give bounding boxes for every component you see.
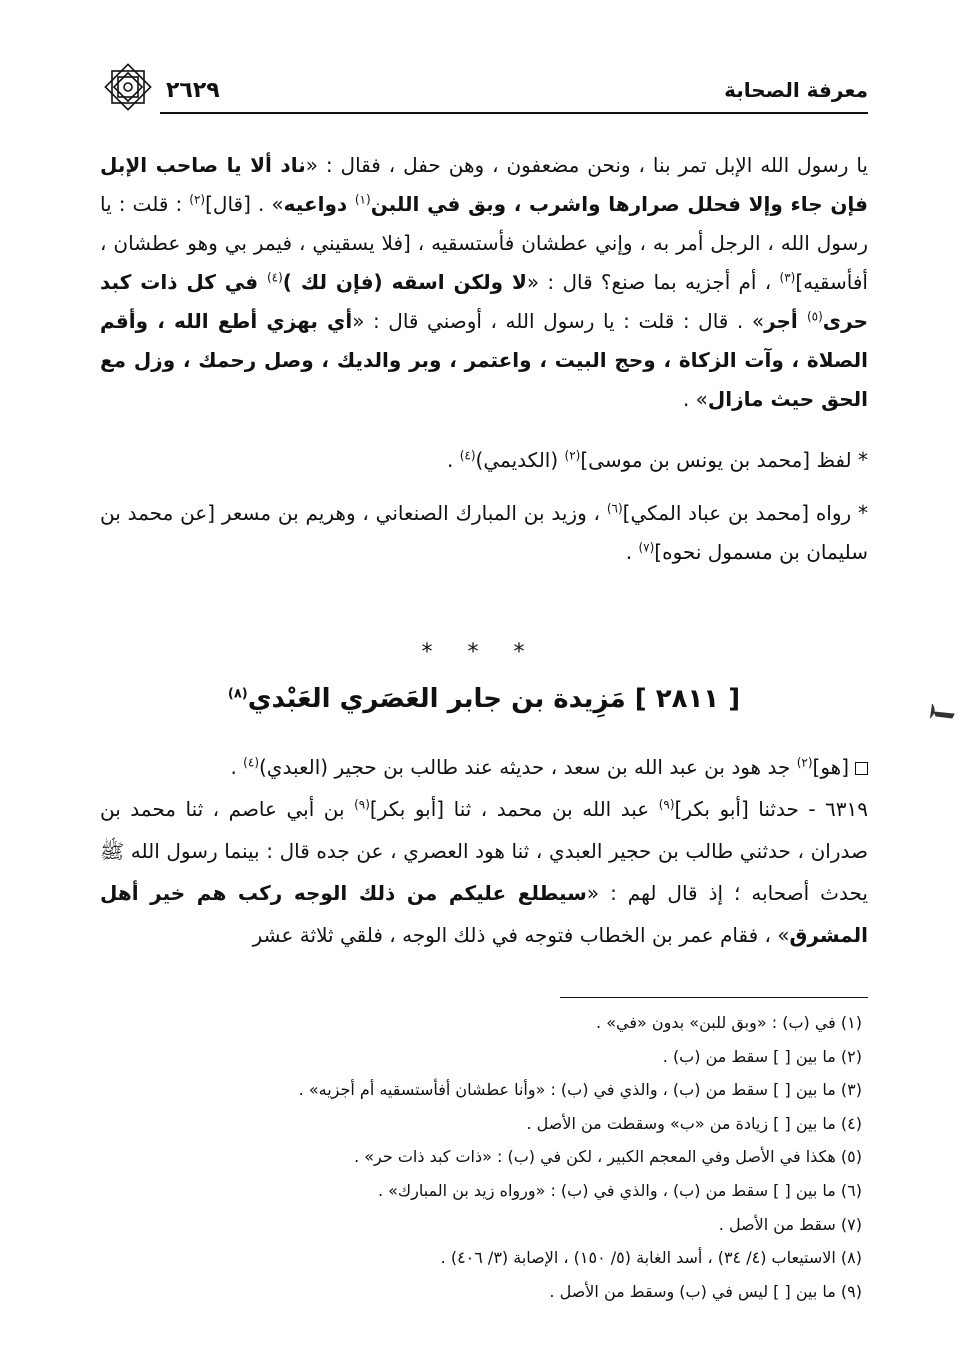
section-separator: * * * [421, 640, 539, 665]
footnote-item: (٧) سقط من الأصل . [718, 1214, 862, 1234]
footnote-item: (٢) ما بين [ ] سقط من (ب) . [662, 1046, 862, 1066]
footnote-item: (٥) هكذا في الأصل وفي المعجم الكبير ، لكن في (ب) : «ذات كبد ذات حر» . [354, 1147, 862, 1167]
margin-scribble-icon [928, 700, 956, 724]
running-header [100, 70, 868, 110]
hadith-continuation: يا رسول الله الإبل تمر بنا ، ونحن مضعفون ، وهن حفل ، فقال : «ناد ألا يا صاحب الإبل فإن جاء وإلا فحلل صرارها واشرب ، وبق في اللبن$^{(١)}$ دواعيه» . [قال]$^{(٢)}$ : قلت : يا رسول الله ، الرجل أمر به ، وإني عطشان فأستسقيه ، [فلا يسقيني ، فيمر بي وهو عطشان ، أفأسقيه]$^{(٣)}$ ، أم أجزيه بما صنع؟ قال : «لا ولكن اسقه (فإن لك )$^{(٤)}$ في كل ذات كبد حرى$^{(٥)}$ أجر» . قال : قلت : يا رسول الله ، أوصني قال : «أي بهزي أطع الله ، وأقم الصلاة ، وآت الزكاة ، وحج البيت ، واعتمر ، وبر والديك ، وصل رحمك ، وزل مع الحق حيث مازال» . [100, 153, 868, 411]
star-ornament-icon [100, 59, 156, 115]
narration-note: * رواه [محمد بن عباد المكي]$^{(٦)}$ ، وزيد بن المبارك الصنعاني ، وهريم بن مسعر [عن محمد بن سليمان بن مسمول نحوه]$^{(٧)}$ . [100, 501, 868, 564]
footnote-item: (٩) ما بين [ ] ليس في (ب) وسقط من الأصل . [549, 1281, 862, 1301]
hadith-6319: ٦٣١٩ - حدثنا [أبو بكر]$^{(٩)}$ عبد الله بن محمد ، ثنا [أبو بكر]$^{(٩)}$ بن أبي عاصم ، ثنا محمد بن صدران ، حدثني طالب بن حجير العبدي ، ثنا هود العصري ، عن جده قال : بينما رسول الله ﷺ يحدث أصحابه ؛ إذ قال لهم : «سيطلع عليكم من ذلك الوجه ركب هم خير أهل المشرق» ، فقام عمر بن الخطاب فتوجه في ذلك الوجه ، فلقي ثلاثة عشر [100, 797, 869, 947]
footnotes-list [100, 1006, 868, 1308]
wording-note: * لفظ [محمد بن يونس بن موسى]$^{(٢)}$ (الكديمي)$^{(٤)}$ . [447, 448, 868, 472]
footnote-item: (٣) ما بين [ ] سقط من (ب) ، والذي في (ب) : «وأنا عطشان أفأستسقيه أم أجزيه» . [298, 1080, 862, 1100]
entry-intro: [هو]$^{(٢)}$ جد هود بن عبد الله بن سعد ، حديثه عند طالب بن حجير (العبدي)$^{(٤)}$ . [100, 746, 868, 788]
running-title: معرفة الصحابة [724, 78, 868, 102]
header-divider [160, 112, 868, 114]
footnote-item: (٤) ما بين [ ] زيادة من «ب» وسقطت من الأصل . [526, 1113, 862, 1133]
square-bullet-icon [855, 762, 868, 775]
main-text-block [100, 146, 868, 572]
footnote-item: (١) في (ب) : «وبق للبن» بدون «في» . [596, 1013, 862, 1032]
entry-text-block [100, 746, 868, 956]
footnote-item: (٨) الاستيعاب (٤/ ٣٤) ، أسد الغابة (٥/ ١٥٠) ، الإصابة (٣/ ٤٠٦) . [440, 1248, 862, 1268]
page-number-group [100, 65, 220, 115]
entry-heading: [ ٢٨١١ ] مَزِيدة بن جابر العَصَري العَبْدي$^{(٨)}$ [227, 684, 741, 714]
page-number: ٢٦٢٩ [166, 77, 220, 103]
footnote-item: (٦) ما بين [ ] سقط من (ب) ، والذي في (ب) : «ورواه زيد بن المبارك» . [377, 1180, 862, 1200]
footnote-divider [560, 997, 868, 998]
